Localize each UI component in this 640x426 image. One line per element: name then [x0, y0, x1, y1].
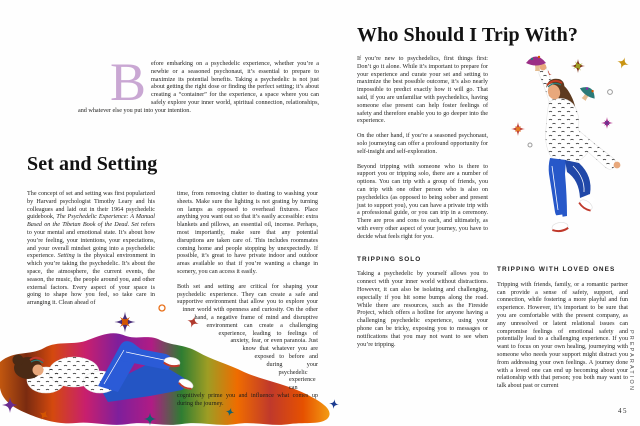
illustration-dancing-woman [503, 46, 639, 258]
sparkle-star-icon [570, 58, 585, 73]
sparkle-star-icon [601, 117, 613, 129]
right-column-1 [357, 56, 488, 356]
sparkle-star-icon [615, 55, 630, 70]
left-column-2 [177, 191, 318, 409]
paragraph: On the other hand, if you’re a seasoned psychonaut, solo journeying can offer a profound opportunity for self-insight and self-exploration. [357, 133, 488, 155]
paragraph: If you’re new to psychedelics, first things first: Don’t go it alone. While it’s important to prepare for your experience and curate your set and setting to maximize the best possible outcome, it’s also nearly impossible to predict exactly how it will go. That said, if you are unfamiliar with psychedelics, having someone else present can help foster feelings of safety and therefore enable you to go deeper into the experience. [357, 56, 488, 125]
intro-paragraph [78, 52, 319, 116]
paragraph: Beyond tripping with someone who is there to support you or tripping solo, there are a number of options. You can trip with a group of friends, you can trip with one other person who is also on psychedelics (as opposed to being sober and present just to support you), you can have a private trip with a professional guide, or you can trip in a ceremony. There are pros and cons to each, and ultimately, as with every other aspect of your journey, you have to decide what feels right for you. [357, 163, 488, 240]
intro-text: efore embarking on a psychedelic experience, whether you’re a newbie or a seasoned psychonaut, it’s essential to prepare to maximize its potential benefits. Taking a psychedelic is not just about getting the right dose or finding the perfect setting; it’s about creating a “container” for the experience, a space where you can safely explore your inner world, spiritual connection, relationships, and whatever else you put into your intention. [78, 61, 319, 114]
ring-icon [159, 305, 165, 311]
mushroom-icon [576, 83, 598, 104]
paragraph: Taking a psychedelic by yourself allows you to connect with your inner world without distractions. However, it can also be isolating and challenging, especially if you hit some bumps along the road. While there are resources, such as the Fireside Project, which offers a hotline for anyone having a challenging psychedelic experience, using your phone can be tricky, exposing you to messages or notifications that you may not want to see when you’re tripping. [357, 271, 488, 348]
paragraph: time, from removing clutter to dusting to washing your sheets. Make sure the lighting is not grating by turning on lamps as opposed to overhead fixtures. Place anything you want out so that it’s easily accessible: extra blankets and pillows, an essential oil, incense. Perhaps, most importantly, make sure that any potential disruptions are taken care of. This includes roommates coming home and people stopping by unexpectedly. If possible, it’s great to have private indoor and outdoor areas available so that if you’re wanting a change in scenery, you can access it easily. [177, 191, 318, 275]
paragraph: Tripping with friends, family, or a romantic partner can provide a sense of safety, support, and connection, while fostering a more playful and fun experience. However, it’s important to be sure that you are comfortable with the present company, as any unresolved or latent relational issues can compromise feelings of emotional safety and potentially lead to a challenging experience. If you want to focus on your own healing, journeying with someone who needs your support might distract you from addressing your own feelings. A journey done with a loved one can end up becoming about your relationship with that person; you both may want to talk about past or current [497, 281, 628, 390]
page-number: 45 [618, 407, 628, 415]
hand [614, 162, 621, 169]
ring-icon [528, 143, 532, 147]
paragraph: The concept of set and setting was first popularized by Harvard psychologist Timothy Leary and his colleagues and laid out in their 1964 psychedelic guidebook, The Psychedelic Experience: A Manual Based on the Tibetan Book of the Dead. Set refers to your mental and emotional state. It’s about how you’re feeling, your intentions, your expectations, and your overall mindset going into a psychedelic experience. Setting is the physical environment in which you’re taking the psychedelic. It’s about the space, the atmosphere, the current events, the season, the music, the people around you, and other external factors. Every aspect of your space is going to shape how you feel, so take care in arranging it. Clean ahead of [27, 191, 155, 307]
drop-cap: B [110, 52, 147, 112]
sneaker-icon [550, 214, 568, 233]
left-column-1 [27, 191, 155, 315]
torso-and-arm [546, 98, 621, 169]
subheading-tripping-solo: TRIPPING SOLO [357, 255, 422, 263]
paragraph: Both set and setting are critical for shaping your psychedelic experience. They can create a safe and supportive environment that allow you to explore your inner world with openness and curiosity. On the other hand, a negative frame of mind and disruptive environment can create a challenging experience, leading to feelings of anxiety, fear, or even paranoia. Just know that whatever you are exposed to before and during your psychedelic experience can cognitively prime you and influence what comes up during the journey. [177, 283, 318, 407]
right-column-2 [497, 266, 628, 398]
dancing-woman [526, 56, 620, 233]
wrapped-paragraph [177, 284, 318, 409]
ring-icon [608, 90, 613, 95]
chapter-spine-label: PREPARATION [628, 330, 634, 393]
sparkle-star-icon [511, 122, 525, 136]
heading-who-should-i-trip-with: Who Should I Trip With? [357, 24, 578, 46]
subheading-tripping-with-loved-ones: TRIPPING WITH LOVED ONES [497, 266, 616, 273]
heading-set-and-setting: Set and Setting [27, 153, 158, 175]
